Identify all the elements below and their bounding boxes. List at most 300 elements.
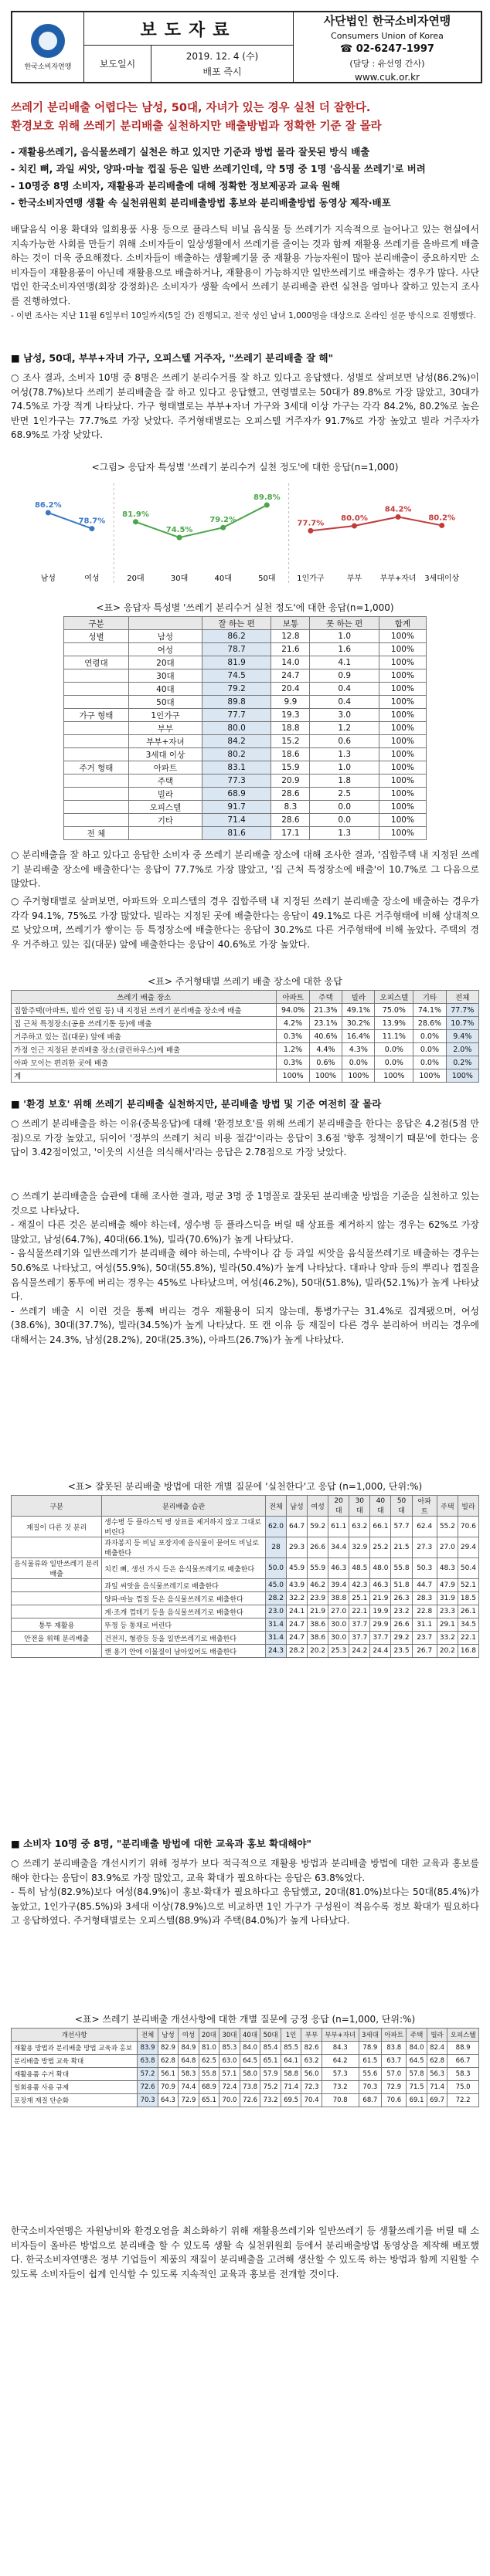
table-cell: 29.2 bbox=[391, 1632, 412, 1645]
table-cell: 29.9 bbox=[370, 1618, 391, 1632]
table-cell: 55.8 bbox=[199, 2068, 219, 2081]
table-cell: 77.7 bbox=[202, 709, 271, 722]
table-cell: 57.0 bbox=[382, 2068, 407, 2081]
logo-block bbox=[12, 12, 84, 82]
table-row bbox=[64, 643, 427, 656]
table-cell: 75.0 bbox=[447, 2081, 479, 2094]
table-cell: 82.4 bbox=[427, 2042, 447, 2055]
table-header-cell: 주택 bbox=[407, 2029, 427, 2042]
summary-bullet: - 10명중 8명 소비자, 재활용과 분리배출에 대해 정확한 정보제공과 교육 원해 bbox=[11, 180, 340, 192]
org-website[interactable]: www.cuk.or.kr bbox=[355, 71, 420, 83]
table-cell: 100% bbox=[375, 1069, 413, 1083]
table-cell: 캔 용기 안에 이물질이 남아있어도 배출한다 bbox=[102, 1645, 266, 1658]
data-point bbox=[352, 524, 357, 529]
table-cell: 80.0 bbox=[202, 722, 271, 735]
table-cell: 49.1% bbox=[342, 1004, 375, 1017]
table-cell: 13.9% bbox=[375, 1017, 413, 1030]
table-cell: 70.8 bbox=[322, 2094, 359, 2107]
table-cell: 50대 bbox=[128, 696, 202, 709]
table-cell: 50.3 bbox=[412, 1558, 437, 1579]
data-point bbox=[89, 526, 94, 531]
table-cell: 74.4 bbox=[179, 2081, 199, 2094]
x-tick-label: 남성 bbox=[40, 575, 56, 583]
table-cell: 11.1% bbox=[375, 1030, 413, 1043]
table-cell: 83.9 bbox=[138, 2042, 158, 2055]
table-cell: 24.4 bbox=[370, 1645, 391, 1658]
section1-text: ○ 조사 결과, 소비자 10명 중 8명은 쓰레기 분리수거를 잘 하고 있다고 응답했다. 성별로 살펴보면 남성(86.2%)이 여성(78.7%)보다 쓰레기 분리배출을 잘 하고 있다고 응답했고, 연령별로는 50대가 89.8%로 가장 많았고, 30대가 74.5%로 가장 적게 나타났다. 가구 형태별로는 부부+자녀 가구와 3세대 이상 가구는 각각 84.2%, 80.2%로 높은 반면 1인가구는 77.7%로 가장 낮았다. 주거형태별로는 오피스텔 거주자가 91.7%로 가장 높았고 빌라 거주자가 68.9%로 가장 낮았다. bbox=[11, 372, 479, 441]
table-cell: 뚜껑 등 통채로 버린다 bbox=[102, 1618, 266, 1632]
table-cell: 69.7 bbox=[427, 2094, 447, 2107]
table-cell bbox=[64, 748, 129, 761]
table-cell: 62.4 bbox=[412, 1517, 437, 1537]
table-header-cell: 주택 bbox=[309, 991, 342, 1004]
table-cell: 84.3 bbox=[322, 2042, 359, 2055]
headline-line: 환경보호 위해 쓰레기 분리배출 실천하지만 배출방법과 정확한 기준 잘 몰라 bbox=[11, 120, 382, 133]
table-cell: 70.3 bbox=[359, 2081, 381, 2094]
table-cell: 71.4 bbox=[427, 2081, 447, 2094]
table-cell: 21.9 bbox=[308, 1605, 328, 1618]
table-header-cell: 30대 bbox=[349, 1496, 370, 1517]
table-cell: 30대 bbox=[128, 669, 202, 683]
table-header-cell: 기타 bbox=[413, 991, 446, 1004]
table-cell: 63.8 bbox=[138, 2055, 158, 2068]
table-header-cell: 부부 bbox=[301, 2029, 322, 2042]
table-cell: 0.6% bbox=[309, 1056, 342, 1069]
table-cell: 9.4% bbox=[446, 1030, 478, 1043]
table-cell: 0.0% bbox=[342, 1056, 375, 1069]
table-cell: 51.8 bbox=[391, 1579, 412, 1592]
table-header-cell: 여성 bbox=[308, 1496, 328, 1517]
table-cell: 30.0 bbox=[328, 1618, 349, 1632]
table-cell: 52.1 bbox=[458, 1579, 478, 1592]
table-cell: 양파·마늘 껍질 등은 음식물쓰레기로 배출한다 bbox=[102, 1592, 266, 1605]
table-cell: 39.4 bbox=[328, 1579, 349, 1592]
table-cell: 16.4% bbox=[342, 1030, 375, 1043]
table-cell: 100% bbox=[342, 1069, 375, 1083]
table-cell: 25.3 bbox=[328, 1645, 349, 1658]
table-cell: 32.2 bbox=[287, 1592, 308, 1605]
table-cell: 0.4 bbox=[310, 696, 379, 709]
table-cell: 100% bbox=[309, 1069, 342, 1083]
table4-caption: <표> 쓰레기 분리배출 개선사항에 대한 개별 질문에 긍정 응답 (n=1,000, 단위:%) bbox=[74, 2014, 416, 2025]
table-cell: 28.2 bbox=[265, 1592, 286, 1605]
table-cell: 기타 bbox=[128, 814, 202, 827]
table2-caption: <표> 주거형태별 쓰레기 배출 장소에 대한 응답 bbox=[148, 976, 342, 987]
table-cell: 0.3% bbox=[277, 1030, 309, 1043]
table-cell: 아파 모이는 편리한 곳에 배출 bbox=[12, 1056, 277, 1069]
table-cell: 55.2 bbox=[437, 1517, 458, 1537]
table-row bbox=[12, 2042, 479, 2055]
table-cell: 26.1 bbox=[458, 1605, 478, 1618]
table-cell: 73.2 bbox=[260, 2094, 281, 2107]
table-cell bbox=[12, 1537, 102, 1558]
table-cell: 29.1 bbox=[437, 1618, 458, 1632]
table-cell: 20.4 bbox=[271, 683, 310, 696]
table-row bbox=[64, 669, 427, 683]
table-header-cell: 구분 bbox=[64, 617, 129, 630]
org-english-name: Consumers Union of Korea bbox=[331, 30, 444, 41]
table-cell: 46.3 bbox=[370, 1579, 391, 1592]
table-cell: 30.2% bbox=[342, 1017, 375, 1030]
table-cell: 100% bbox=[379, 801, 426, 814]
table-cell: 66.1 bbox=[370, 1517, 391, 1537]
table-cell: 24.7 bbox=[287, 1632, 308, 1645]
table-cell: 78.7 bbox=[202, 643, 271, 656]
table-cell: 63.0 bbox=[219, 2055, 240, 2068]
intro-note: - 이번 조사는 지난 11월 6일부터 10일까지(5일 간) 진행되고, 전국 성인 남녀 1,000명을 대상으로 온라인 설문 방식으로 진행했다. bbox=[11, 310, 476, 320]
table-row bbox=[12, 2055, 479, 2068]
table-cell: 재질이 다른 것 분리 bbox=[12, 1517, 102, 1537]
table-cell: 0.0% bbox=[413, 1043, 446, 1056]
table-cell: 1.0 bbox=[310, 630, 379, 643]
table-cell: 100% bbox=[379, 774, 426, 788]
table-cell: 12.8 bbox=[271, 630, 310, 643]
table-row bbox=[64, 709, 427, 722]
table-cell: 1.2 bbox=[310, 722, 379, 735]
series-line bbox=[311, 517, 442, 530]
table-cell: 56.1 bbox=[158, 2068, 178, 2081]
section4-title: ■ 소비자 10명 중 8명, "분리배출 방법에 대한 교육과 홍보 확대해야" bbox=[11, 1838, 311, 1849]
table-cell: 57.8 bbox=[407, 2068, 427, 2081]
data-label: 89.8% bbox=[253, 493, 281, 503]
section4-text: ○ 쓰레기 분리배출을 개선시키기 위해 정부가 보다 적극적으로 재활용 방법과 분리배출 방법에 대한 교육과 홍보를 해야 한다는 응답이 83.9%로 가장 많았고, 교육 확대가 필요하다는 응답은 63.8%였다. - 특히 남성(82.9%)보다 여성(84.9%)이 홍보·확대가 필요하다고 응답했고, 20대(81.0%)보다는 50대(85.4%)가 높았고, 1인가구(85.5%)와 3세대 이상(78.9%)으로 비교하면 1인 가구가 구성원이 적음수록 정보 확대가 필요하다고 응답하였다. 주거형태별로는 오피스텔(88.9%)과 주택(84.0%)가 높게 나타났다. bbox=[11, 1858, 479, 1927]
table-row bbox=[12, 1004, 479, 1017]
data-point bbox=[220, 525, 226, 530]
table-cell: 40.6% bbox=[309, 1030, 342, 1043]
table-cell: 50.4 bbox=[458, 1558, 478, 1579]
table-cell: 85.5 bbox=[281, 2042, 301, 2055]
table-cell: 84.9 bbox=[179, 2042, 199, 2055]
table-cell: 55.9 bbox=[308, 1558, 328, 1579]
table-cell: 37.7 bbox=[349, 1618, 370, 1632]
section2-text2: ○ 주거형태별로 살펴보면, 아파트와 오피스텔의 경우 집합주택 내 지정된 쓰레기 분리배출 장소에 배출하는 경우가 각각 94.1%, 75%로 가장 많았다. 빌라는 지정된 곳에 배출한다는 응답이 49.1%로 다른 거주형태에 비해 상대적으로 낮았으며, 쓰레기가 쌓이는 등 특정장소에 배출한다는 응답이 30.2%로 다른 거주형태에 비해 높았다. 주택의 경우 거주하고 있는 집(대문) 앞에 배출한다는 응답이 40.6%로 가장 높았다. bbox=[11, 896, 479, 950]
table-cell: 64.2 bbox=[322, 2055, 359, 2068]
table2 bbox=[11, 990, 479, 1083]
table-cell: 아파트 bbox=[128, 761, 202, 774]
table-cell: 84.2 bbox=[202, 735, 271, 748]
table-cell: 0.0 bbox=[310, 801, 379, 814]
table-row bbox=[64, 683, 427, 696]
table-cell: 48.5 bbox=[349, 1558, 370, 1579]
table-row bbox=[64, 656, 427, 669]
table-cell: 100% bbox=[379, 669, 426, 683]
table-header-cell: 빌라 bbox=[458, 1496, 478, 1517]
table-cell: 100% bbox=[379, 722, 426, 735]
table-cell: 88.9 bbox=[447, 2042, 479, 2055]
table-cell bbox=[64, 788, 129, 801]
table-cell: 1.8 bbox=[310, 774, 379, 788]
table-cell: 48.3 bbox=[437, 1558, 458, 1579]
section3-text2: ○ 쓰레기 분리배출을 습관에 대해 조사한 결과, 평균 3명 중 1명꼴로 잘못된 분리배출 방법을 기준을 실천하고 있는 것으로 나타났다. - 재질이 다른 것은 분리배출 해야 하는데, 생수병 등 플라스틱을 버릴 때 상표를 제거하지 않는 경우는 62%로 가장 많았고, 남성(64.7%), 40대(66.1%), 빌라(70.6%)가 높게 나타났다. - 음식물쓰레기와 일반쓰레기가 분리배출 해야 하는데, 수박이나 감 등 과일 씨앗을 음식물쓰레기로 배출하는 경우는 50.6%로 나타났고, 여성(55.9%), 50대(55.8%), 빌라(50.4%)가 높게 나타났다. 대파나 양파 등의 뿌리나 껍질을 음식물쓰레기 통투에 버리는 경우는 45%로 나타났으며, 여성(46.2%), 50대(51.8%), 빌라(52.1%)가 높게 나타났다. - 쓰레기 배출 시 이런 것을 통째 버리는 경우 재활용이 되지 않는데, 통병가구는 31.4%로 집계됐으며, 여성(38.6%), 30대(37.7%), 빌라(34.5%)가 높게 나타났다. 또 캔 이유 등 재질이 다른 경우 분리하여 버리는 경우에 대해서는 24.3%, 남성(28.2%), 20대(25.3%), 아파트(26.7%)가 높게 나타났다. bbox=[11, 1191, 479, 1345]
x-tick-label: 30대 bbox=[170, 575, 189, 583]
table-cell: 77.3 bbox=[202, 774, 271, 788]
table-cell: 65.1 bbox=[199, 2094, 219, 2107]
table-cell: 34.5 bbox=[458, 1618, 478, 1632]
x-tick-label: 50대 bbox=[258, 575, 276, 583]
table-header-cell: 아파트 bbox=[382, 2029, 407, 2042]
table-cell: 57.7 bbox=[391, 1517, 412, 1537]
table-cell: 64.7 bbox=[287, 1517, 308, 1537]
table-cell: 28.3 bbox=[412, 1592, 437, 1605]
table-cell: 82.6 bbox=[301, 2042, 322, 2055]
table-row bbox=[64, 761, 427, 774]
table-cell: 0.4 bbox=[310, 683, 379, 696]
table-cell: 79.2 bbox=[202, 683, 271, 696]
table-cell: 17.1 bbox=[271, 827, 310, 840]
logo-icon bbox=[31, 24, 65, 58]
table-cell: 63.7 bbox=[382, 2055, 407, 2068]
table-cell: 83.1 bbox=[202, 761, 271, 774]
table-cell bbox=[64, 683, 129, 696]
table-cell: 100% bbox=[379, 735, 426, 748]
table-cell: 58.8 bbox=[281, 2068, 301, 2081]
table-cell: 65.1 bbox=[260, 2055, 281, 2068]
table-cell: 28.6% bbox=[413, 1017, 446, 1030]
table-cell: 25.2 bbox=[370, 1537, 391, 1558]
table-cell: 4.3% bbox=[342, 1043, 375, 1056]
table1 bbox=[63, 616, 427, 840]
table-cell: 게·조개 껍데기 등을 음식물쓰레기로 배출한다 bbox=[102, 1605, 266, 1618]
table3-caption: <표> 잘못된 분리배출 방법에 대한 개별 질문에 '실천한다'고 응답 (n=1,000, 단위:%) bbox=[67, 1481, 423, 1492]
table-cell: 100% bbox=[379, 788, 426, 801]
table-header-cell: 50대 bbox=[260, 2029, 281, 2042]
table-row bbox=[12, 2068, 479, 2081]
table-row bbox=[64, 827, 427, 840]
table-cell: 62.8 bbox=[158, 2055, 178, 2068]
table4 bbox=[11, 2028, 479, 2107]
table1-caption: <표> 응답자 특성별 '쓰레기 분리수거 실천 정도'에 대한 응답(n=1,000) bbox=[96, 602, 394, 613]
table-cell: 1.2% bbox=[277, 1043, 309, 1056]
table-cell: 75.0% bbox=[375, 1004, 413, 1017]
table-header-cell: 전체 bbox=[446, 991, 478, 1004]
table-header-cell: 남성 bbox=[287, 1496, 308, 1517]
section3-text: ○ 쓰레기 분리배출을 하는 이유(중복응답)에 대해 '환경보호'를 위해 쓰레기 분리배출을 한다는 응답은 4.2점(5점 만점)으로 가장 높았고, 뒤이어 '정부의 쓰레기 처리 비용 절감'이라는 응답이 3.6점 '향후 정책이기 때문'에 한다는 응답이 3.42점이었고, '이웃의 시선을 의식해서'라는 응답은 2.78점으로 가장 낮았다. bbox=[11, 1118, 479, 1158]
table-cell: 77.7% bbox=[446, 1004, 478, 1017]
table-cell: 31.1 bbox=[412, 1618, 437, 1632]
table-cell: 46.2 bbox=[308, 1579, 328, 1592]
table-cell: 안전을 위해 분리배출 bbox=[12, 1632, 102, 1645]
table-cell: 오피스텔 bbox=[128, 801, 202, 814]
table-cell: 58.3 bbox=[447, 2068, 479, 2081]
table-cell: 건전지, 형광등 등을 일반쓰레기로 배출한다 bbox=[102, 1632, 266, 1645]
table-cell bbox=[64, 735, 129, 748]
table-cell: 64.8 bbox=[179, 2055, 199, 2068]
table-cell: 18.6 bbox=[271, 748, 310, 761]
table-cell: 음식물류와 일반쓰레기 분리배출 bbox=[12, 1558, 102, 1579]
table-cell: 70.3 bbox=[138, 2094, 158, 2107]
table-cell bbox=[12, 1605, 102, 1618]
data-point bbox=[46, 510, 51, 515]
table-cell: 1인가구 bbox=[128, 709, 202, 722]
table-cell: 72.6 bbox=[240, 2094, 260, 2107]
release-note: 배포 즉시 bbox=[202, 66, 242, 77]
table-cell: 재활용 방법과 분리배출 방법 교육과 홍보 bbox=[12, 2042, 138, 2055]
data-point bbox=[177, 535, 182, 541]
table-cell: 재활용품 수거 확대 bbox=[12, 2068, 138, 2081]
table-cell: 3.0 bbox=[310, 709, 379, 722]
table-cell: 1.3 bbox=[310, 827, 379, 840]
table-cell: 과일 씨앗을 음식물쓰레기로 배출한다 bbox=[102, 1579, 266, 1592]
table-cell: 38.6 bbox=[308, 1632, 328, 1645]
table-cell: 57.3 bbox=[322, 2068, 359, 2081]
title-block bbox=[84, 12, 294, 82]
table-header-cell: 전체 bbox=[138, 2029, 158, 2042]
table-header-cell bbox=[128, 617, 202, 630]
summary-bullet: - 재활용쓰레기, 음식물쓰레기 실천은 하고 있지만 기준과 방법 몰라 잘못된 방식 배출 bbox=[11, 146, 370, 158]
org-name: 사단법인 한국소비자연맹 bbox=[323, 13, 451, 28]
table-header-cell: 20대 bbox=[328, 1496, 349, 1517]
table-header-cell: 여성 bbox=[179, 2029, 199, 2042]
table-cell: 24.2 bbox=[349, 1645, 370, 1658]
table-cell: 72.4 bbox=[219, 2081, 240, 2094]
table-cell bbox=[64, 696, 129, 709]
x-tick-label: 3세대이상 bbox=[424, 575, 460, 583]
table-cell: 24.3 bbox=[265, 1645, 286, 1658]
table-cell: 23.3 bbox=[437, 1605, 458, 1618]
table-cell: 69.1 bbox=[407, 2094, 427, 2107]
table-cell: 64.5 bbox=[407, 2055, 427, 2068]
table-cell: 29.4 bbox=[458, 1537, 478, 1558]
table-cell: 91.7 bbox=[202, 801, 271, 814]
table-cell: 부부 bbox=[128, 722, 202, 735]
chart-caption: <그림> 응답자 특성별 '쓰레기 분리수거 실천 정도'에 대한 응답(n=1,000) bbox=[91, 462, 399, 473]
table-header-cell: 40대 bbox=[370, 1496, 391, 1517]
table-cell: 9.9 bbox=[271, 696, 310, 709]
data-label: 80.2% bbox=[428, 514, 456, 523]
table-cell: 일회용품 사용 규제 bbox=[12, 2081, 138, 2094]
table-cell: 1.6 bbox=[310, 643, 379, 656]
table-cell: 22.1 bbox=[458, 1632, 478, 1645]
table-cell: 33.2 bbox=[437, 1632, 458, 1645]
table-cell: 성별 bbox=[64, 630, 129, 643]
table-cell: 74.5 bbox=[202, 669, 271, 683]
table-row bbox=[64, 696, 427, 709]
table-cell: 14.0 bbox=[271, 656, 310, 669]
table-cell: 74.1% bbox=[413, 1004, 446, 1017]
table-cell: 62.0 bbox=[265, 1517, 286, 1537]
table-header-cell: 아파트 bbox=[412, 1496, 437, 1517]
table-row bbox=[12, 1579, 479, 1592]
table-cell: 56.0 bbox=[301, 2068, 322, 2081]
table-row bbox=[64, 774, 427, 788]
table-cell: 81.6 bbox=[202, 827, 271, 840]
table-row bbox=[12, 1043, 479, 1056]
outro-paragraph: 한국소비자연맹은 자원낭비와 환경오염을 최소화하기 위해 재활용쓰레기와 일반쓰레기 등 생활쓰레기를 버릴 때 소비자들이 올바른 방법으로 분리배출 할 수 있도록 생활 속 실천위원회 등에서 분리배출방법 동영상을 제작해 배포했다. 한국소비자연맹은 정부 기업들이 제품의 재질이 분리배출을 고려해 생산할 수 있도록 하는 방법과 함께 지원할 수 있도록 소비자들이 쉽게 인식할 수 있도록 지속적인 교육과 홍보를 전개할 것이다. bbox=[11, 2225, 479, 2279]
table-cell bbox=[12, 1645, 102, 1658]
table-row bbox=[64, 630, 427, 643]
logo-name: 한국소비자연맹 bbox=[24, 63, 72, 71]
table-cell: 68.9 bbox=[202, 788, 271, 801]
table-cell: 86.2 bbox=[202, 630, 271, 643]
table-cell: 100% bbox=[277, 1069, 309, 1083]
table-row bbox=[12, 2094, 479, 2107]
table-row bbox=[12, 1592, 479, 1605]
data-label: 86.2% bbox=[34, 500, 62, 510]
table-cell: 20.9 bbox=[271, 774, 310, 788]
table-cell: 61.5 bbox=[359, 2055, 381, 2068]
table3 bbox=[11, 1495, 479, 1658]
table-header-cell: 20대 bbox=[199, 2029, 219, 2042]
table-row bbox=[12, 2081, 479, 2094]
table-cell: 0.0% bbox=[375, 1056, 413, 1069]
table-cell: 71.5 bbox=[407, 2081, 427, 2094]
table-cell: 70.6 bbox=[458, 1517, 478, 1537]
table-cell: 18.8 bbox=[271, 722, 310, 735]
table-cell: 69.5 bbox=[281, 2094, 301, 2107]
table-cell: 분리배출 방법 교육 확대 bbox=[12, 2055, 138, 2068]
intro-text: 배달음식 이용 확대와 일회용품 사용 등으로 플라스틱 비닐 음식물 등 쓰레기가 지속적으로 늘어나고 있는 현실에서 지속가능한 사회를 만들기 위해 소비자들이 일상생활에서 쓰레기를 줄이는 것과 함께 재활용 쓰레기를 올바르게 배출하는 것이 더욱 중요해졌다. 소비자들이 배출하는 생활폐기물 중 재활용 가능자원이 많아 분리배출이 중요하지만 소비자들이 재활용품이 아닌데 재활용으로 배출하거나, 재활용이 가능하지만 일반쓰레기로 배출하는 경우가 많다. 사단법인 한국소비자연맹(회장 강정화)은 소비자가 생활 속에서 쓰레기 분리배출 관련 실천을 얼마나 잘하고 있는지 조사를 진행하였다. bbox=[11, 224, 480, 307]
table-cell: 55.6 bbox=[359, 2068, 381, 2081]
table-cell: 22.8 bbox=[412, 1605, 437, 1618]
table-cell: 100% bbox=[379, 683, 426, 696]
table-cell: 26.7 bbox=[412, 1645, 437, 1658]
table-cell: 21.6 bbox=[271, 643, 310, 656]
table-header-cell: 쓰레기 배출 장소 bbox=[12, 991, 277, 1004]
data-label: 79.2% bbox=[209, 516, 237, 525]
table-cell: 61.1 bbox=[328, 1517, 349, 1537]
table-cell: 0.9 bbox=[310, 669, 379, 683]
response-line-chart bbox=[11, 476, 479, 591]
intro-paragraph bbox=[11, 222, 479, 323]
table-row bbox=[12, 1558, 479, 1579]
data-label: 77.7% bbox=[297, 519, 325, 528]
table-header-cell: 보통 bbox=[271, 617, 310, 630]
table-cell: 45.9 bbox=[287, 1558, 308, 1579]
table-cell: 23.0 bbox=[265, 1605, 286, 1618]
table-cell: 4.1 bbox=[310, 656, 379, 669]
headline bbox=[11, 99, 479, 136]
data-point bbox=[264, 503, 270, 508]
summary-bullet: - 한국소비자연맹 생활 속 실천위원회 분리배출방법 홍보와 분리배출방법 동영상 제작·배포 bbox=[11, 197, 391, 208]
table-row bbox=[12, 1645, 479, 1658]
table-cell: 가정 인근 지정된 분리배출 장소(클린하우스)에 배출 bbox=[12, 1043, 277, 1056]
table-cell: 72.2 bbox=[447, 2094, 479, 2107]
table-cell: 여성 bbox=[128, 643, 202, 656]
table-cell: 34.4 bbox=[328, 1537, 349, 1558]
table-cell: 0.3% bbox=[277, 1056, 309, 1069]
table-header-cell: 구분 bbox=[12, 1496, 102, 1517]
table-cell: 57.9 bbox=[260, 2068, 281, 2081]
table-header-cell: 개선사항 bbox=[12, 2029, 138, 2042]
table-cell: 44.7 bbox=[412, 1579, 437, 1592]
data-label: 84.2% bbox=[384, 505, 412, 514]
table-cell: 100% bbox=[379, 814, 426, 827]
data-label: 78.7% bbox=[78, 517, 106, 526]
table-cell: 1.0 bbox=[310, 761, 379, 774]
data-point bbox=[308, 528, 313, 534]
table-cell: 38.6 bbox=[308, 1618, 328, 1632]
table-cell: 30.0 bbox=[328, 1632, 349, 1645]
table-cell: 32.9 bbox=[349, 1537, 370, 1558]
table-header-cell: 오피스텔 bbox=[447, 2029, 479, 2042]
table-cell: 24.7 bbox=[287, 1618, 308, 1632]
table-cell: 68.7 bbox=[359, 2094, 381, 2107]
table-row bbox=[12, 1537, 479, 1558]
table-cell: 4.2% bbox=[277, 1017, 309, 1030]
table-cell: 48.0 bbox=[370, 1558, 391, 1579]
data-point bbox=[439, 523, 444, 528]
table-cell: 89.8 bbox=[202, 696, 271, 709]
table-cell: 0.0% bbox=[413, 1056, 446, 1069]
table-cell: 치킨 뼈, 생선 가시 등은 음식물쓰레기로 배출한다 bbox=[102, 1558, 266, 1579]
table-cell: 전 체 bbox=[64, 827, 129, 840]
table-cell: 37.7 bbox=[370, 1632, 391, 1645]
table-cell: 23.5 bbox=[391, 1645, 412, 1658]
table-cell: 81.0 bbox=[199, 2042, 219, 2055]
table-cell: 19.3 bbox=[271, 709, 310, 722]
table-cell: 70.0 bbox=[219, 2094, 240, 2107]
table-cell: 29.3 bbox=[287, 1537, 308, 1558]
